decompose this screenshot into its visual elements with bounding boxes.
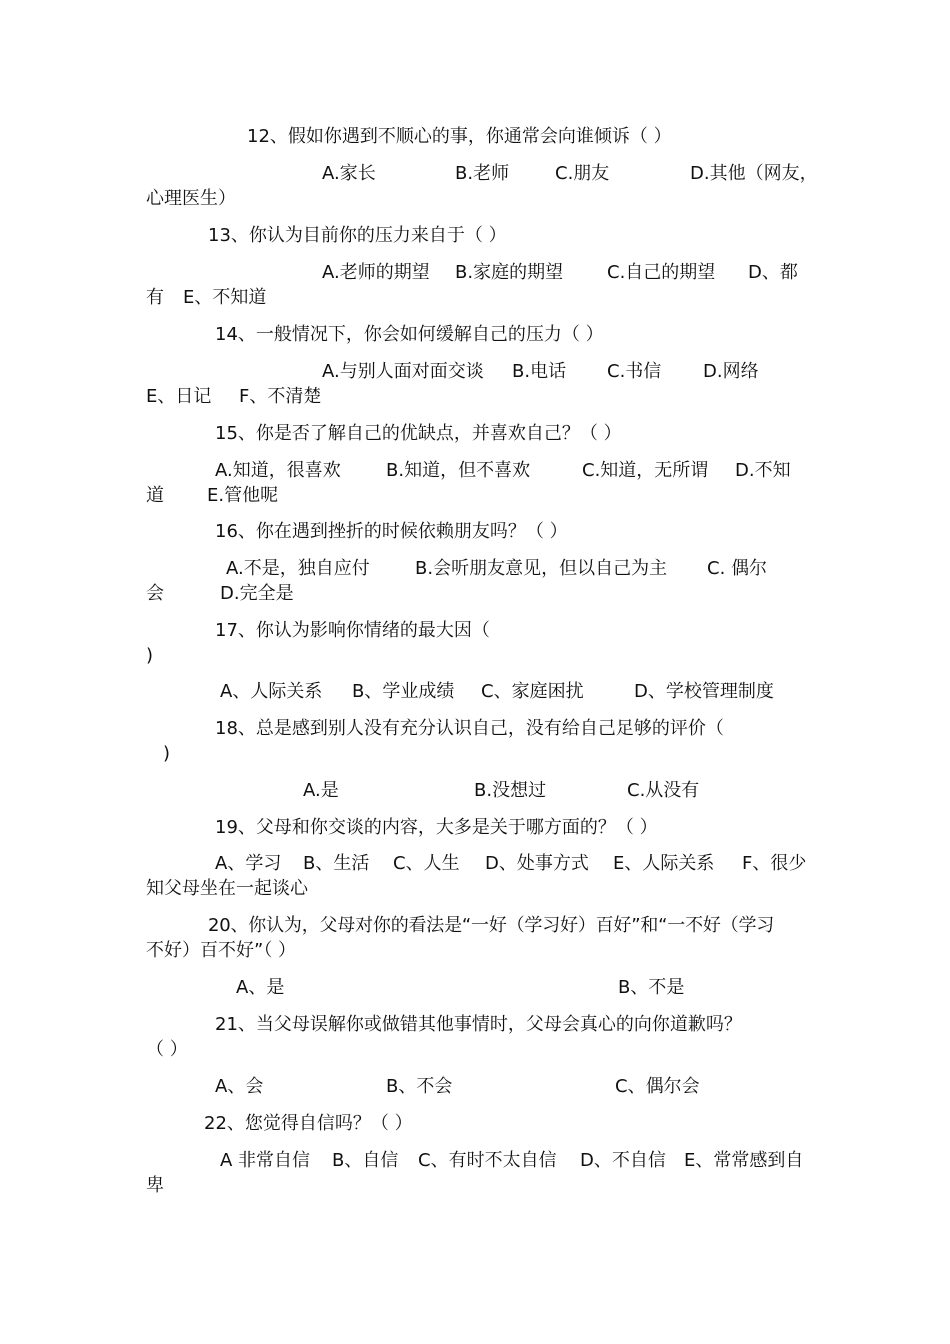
- option: B、学业成绩: [352, 681, 455, 702]
- option: B.会听朋友意见，但以自己为主: [415, 558, 668, 579]
- option: C、偶尔会: [615, 1076, 700, 1097]
- question-text: 17、你认为影响你情绪的最大因（: [215, 620, 490, 641]
- option: F、不清楚: [239, 386, 322, 407]
- option: C.自己的期望: [607, 262, 716, 283]
- option: A.知道，很喜欢: [215, 460, 341, 481]
- question-text: 15、你是否了解自己的优缺点，并喜欢自己？（ ）: [215, 423, 622, 444]
- option: E、人际关系: [613, 853, 715, 874]
- option: A、是: [236, 977, 285, 998]
- option: A.不是，独自应付: [226, 558, 370, 579]
- option: D.网络: [703, 361, 759, 382]
- option: B、生活: [303, 853, 370, 874]
- question-text: 18、总是感到别人没有充分认识自己，没有给自己足够的评价（: [215, 718, 724, 739]
- option: B、不会: [386, 1076, 453, 1097]
- option: D、不自信: [580, 1150, 666, 1171]
- option-continuation: 道: [146, 485, 164, 506]
- option-continuation: 知父母坐在一起谈心: [146, 878, 308, 899]
- option: E.管他呢: [207, 485, 279, 506]
- option: B、不是: [618, 977, 685, 998]
- question-text: 13、你认为目前你的压力来自于（ ）: [208, 225, 507, 246]
- question-text: 19、父母和你交谈的内容，大多是关于哪方面的？（ ）: [215, 817, 658, 838]
- question-text-continuation: ): [163, 743, 171, 764]
- option: C.知道，无所谓: [582, 460, 709, 481]
- question-text-continuation: 不好）百不好”（ ）: [146, 940, 297, 961]
- option: E、不知道: [183, 287, 267, 308]
- option: A.老师的期望: [322, 262, 430, 283]
- option: D、处事方式: [485, 853, 589, 874]
- option: A.家长: [322, 163, 376, 184]
- option: A 非常自信: [220, 1150, 311, 1171]
- option: B、自信: [332, 1150, 399, 1171]
- option: A.是: [303, 780, 339, 801]
- option: D、学校管理制度: [634, 681, 774, 702]
- option-continuation: 心理医生）: [146, 188, 236, 209]
- option: D.不知: [735, 460, 791, 481]
- option: D.完全是: [220, 583, 294, 604]
- question-text-continuation: （ ）: [146, 1039, 188, 1060]
- option-continuation: 卑: [146, 1175, 164, 1196]
- option: A、人际关系: [220, 681, 323, 702]
- question-text-continuation: ): [146, 645, 154, 666]
- option: C、家庭困扰: [481, 681, 584, 702]
- question-text: 12、假如你遇到不顺心的事，你通常会向谁倾诉（ ）: [247, 126, 672, 147]
- option: B.没想过: [474, 780, 547, 801]
- option: E、日记: [146, 386, 212, 407]
- option: C、人生: [393, 853, 460, 874]
- question-text: 21、当父母误解你或做错其他事情时，父母会真心的向你道歉吗？: [215, 1014, 742, 1035]
- question-text: 16、你在遇到挫折的时候依赖朋友吗？（ ）: [215, 521, 568, 542]
- question-text: 14、一般情况下，你会如何缓解自己的压力（ ）: [215, 324, 604, 345]
- option: B.知道，但不喜欢: [386, 460, 531, 481]
- option: A、会: [215, 1076, 264, 1097]
- option: C.从没有: [627, 780, 700, 801]
- option-continuation: 有: [146, 287, 164, 308]
- question-text: 22、您觉得自信吗？（ ）: [204, 1113, 413, 1134]
- option: D、都: [748, 262, 798, 283]
- question-text: 20、你认为，父母对你的看法是“一好（学习好）百好”和“一不好（学习: [208, 915, 775, 936]
- option: C、有时不太自信: [418, 1150, 557, 1171]
- option: B.家庭的期望: [455, 262, 564, 283]
- option: C.书信: [607, 361, 662, 382]
- option: C.朋友: [555, 163, 610, 184]
- option: B.老师: [455, 163, 510, 184]
- option: A、学习: [215, 853, 282, 874]
- option: B.电话: [512, 361, 567, 382]
- option: D.其他（网友，: [690, 163, 818, 184]
- option: F、很少: [742, 853, 807, 874]
- option-continuation: 会: [146, 583, 164, 604]
- option: C. 偶尔: [707, 558, 768, 579]
- option: A.与别人面对面交谈: [322, 361, 484, 382]
- option: E、常常感到自: [684, 1150, 804, 1171]
